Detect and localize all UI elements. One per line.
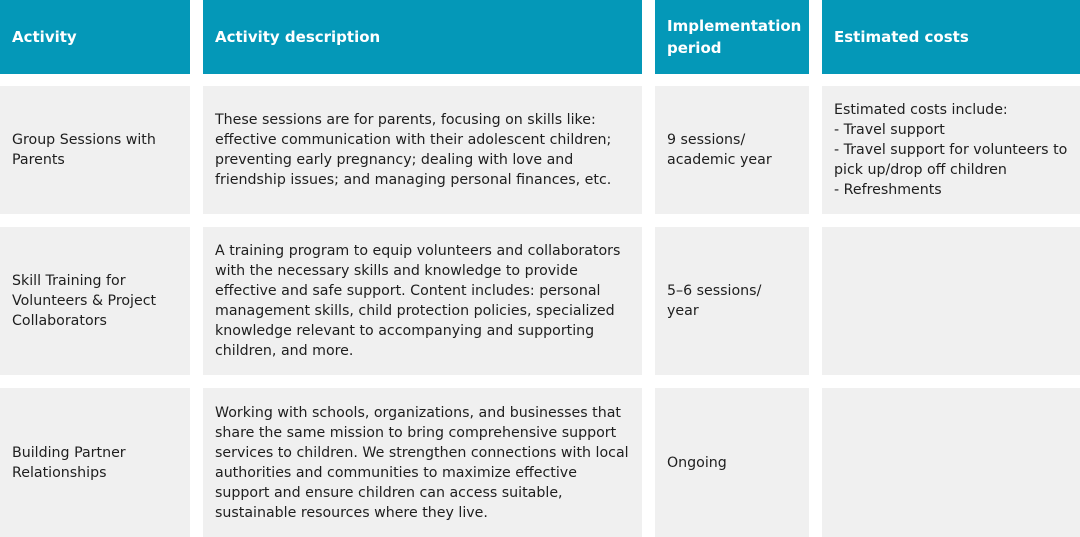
cost-item: - Refreshments — [834, 182, 942, 198]
activity-description: Working with schools, organizations, and businesses that share the same mission to bring comprehensive support services to children. We strengthen connections with local authorities and communities to maximize effective support and ensure children can access suitable, sustainable resources where they live. — [215, 404, 629, 521]
header-period — [655, 0, 809, 74]
table-row-3-period — [655, 388, 809, 537]
cost-item: - Travel support — [834, 122, 945, 138]
table-row-2-activity — [0, 227, 190, 375]
table-row-3-description — [203, 388, 642, 537]
implementation-period: 5–6 sessions/ year — [667, 283, 762, 319]
activity-name: Skill Training for Volunteers & Project Collaborators — [12, 273, 157, 329]
header-activity-label: Activity — [12, 28, 77, 46]
activity-description: These sessions are for parents, focusing on skills like: effective communication with their adolescent children; preventing early pregnancy; dealing with love and friendship issues; and managing personal finances, etc. — [215, 112, 612, 188]
table-row-2-costs — [822, 227, 1080, 375]
table-row-1-period — [655, 86, 809, 214]
table-row-1-costs — [822, 86, 1080, 214]
header-period-label: Implementation period — [667, 17, 802, 57]
header-costs — [822, 0, 1080, 74]
table-row-1-activity — [0, 86, 190, 214]
implementation-period: 9 sessions/ academic year — [667, 132, 772, 168]
table-row-1-description — [203, 86, 642, 214]
activity-name: Building Partner Relationships — [12, 444, 126, 481]
header-costs-label: Estimated costs — [834, 28, 969, 46]
cost-intro: Estimated costs include: — [834, 102, 1008, 118]
cost-list — [834, 100, 1068, 200]
activity-name: Group Sessions with Parents — [12, 132, 156, 168]
cost-item: - Travel support for volunteers to pick up/drop off children — [834, 142, 1068, 178]
table-row-2-description — [203, 227, 642, 375]
header-description-label: Activity description — [215, 28, 381, 46]
implementation-period: Ongoing — [667, 454, 727, 471]
table-row-3-activity — [0, 388, 190, 537]
table-row-2-period — [655, 227, 809, 375]
header-activity — [0, 0, 190, 74]
table-row-3-costs — [822, 388, 1080, 537]
activity-description: A training program to equip volunteers and collaborators with the necessary skills and knowledge to provide effective and safe support. Content includes: personal management skills, child protection policies, specialized knowledge relevant to accompanying and supporting children, and more. — [215, 243, 621, 359]
header-description — [203, 0, 642, 74]
